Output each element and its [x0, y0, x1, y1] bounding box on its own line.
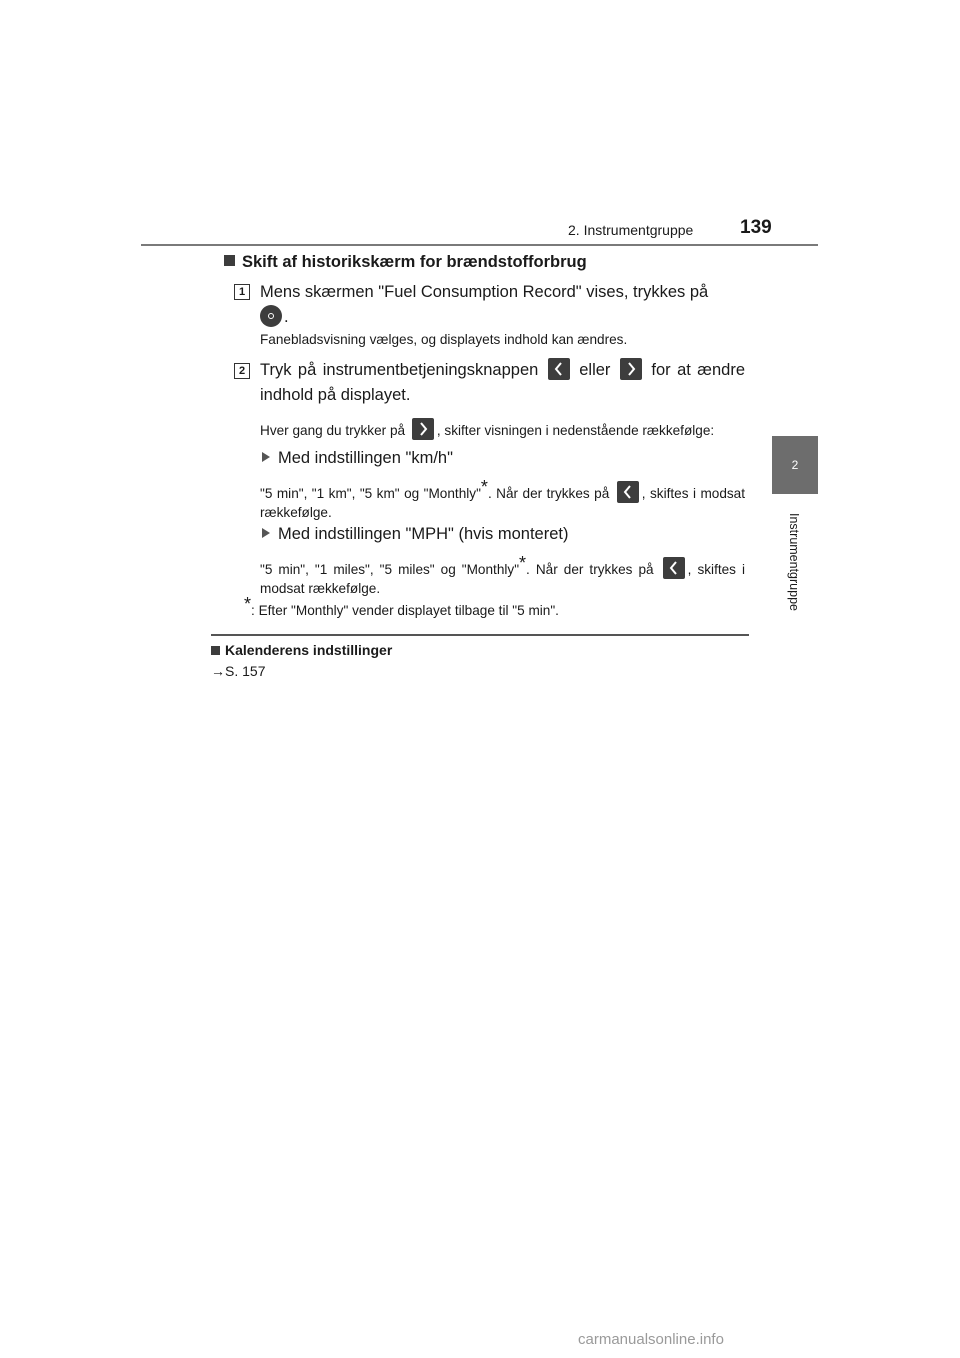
chapter-label: Instrumentgruppe: [787, 513, 801, 611]
page-reference-link[interactable]: →S. 157: [211, 663, 266, 679]
page-number: 139: [740, 217, 772, 238]
step-2-note: Hver gang du trykker på , skifter visningen i nedenstående rækkefølge:: [260, 418, 750, 440]
kmh-title: Med indstillingen "km/h": [262, 446, 453, 471]
chevron-right-icon: [620, 358, 642, 380]
step-number-2: 2: [234, 363, 250, 379]
mph-text: "5 min", "1 miles", "5 miles" og "Monthly"*. Når der trykkes på , skiftes i modsat rækkefølge.: [260, 553, 746, 596]
meter-control-button-icon: [260, 305, 282, 327]
mph-title: Med indstillingen "MPH" (hvis monteret): [262, 522, 568, 547]
section-heading: Skift af historikskærm for brændstofforbrug: [224, 253, 587, 272]
section-divider: [211, 634, 749, 636]
step-1-text: Mens skærmen "Fuel Consumption Record" vises, trykkes på .: [260, 283, 709, 326]
step-number-1: 1: [234, 284, 250, 300]
step-1-note: Fanebladsvisning vælges, og displayets indhold kan ændres.: [260, 332, 628, 347]
heading-square-icon: [211, 646, 220, 655]
heading-square-icon: [224, 255, 235, 266]
header-divider: [141, 244, 818, 246]
chapter-number: 2: [791, 458, 799, 472]
chevron-left-icon: [617, 481, 639, 503]
header-section-title: 2. Instrumentgruppe: [568, 222, 694, 238]
watermark: carmanualsonline.info: [578, 1331, 724, 1348]
kmh-text: "5 min", "1 km", "5 km" og "Monthly"*. Når der trykkes på , skiftes i modsat rækkefølge.: [260, 477, 746, 520]
chapter-tab: [772, 436, 818, 494]
triangle-bullet-icon: [262, 452, 270, 462]
calendar-heading: Kalenderens indstillinger: [211, 642, 392, 658]
triangle-bullet-icon: [262, 528, 270, 538]
chevron-left-icon: [663, 557, 685, 579]
footnote: *: Efter "Monthly" vender displayet tilbage til "5 min".: [244, 594, 559, 618]
chevron-left-icon: [548, 358, 570, 380]
chevron-right-icon: [412, 418, 434, 440]
chapter-side-label: [771, 505, 817, 620]
step-2-text: Tryk på instrumentbetjeningsknappen eller for at ændre indhold på displayet.: [260, 358, 745, 408]
